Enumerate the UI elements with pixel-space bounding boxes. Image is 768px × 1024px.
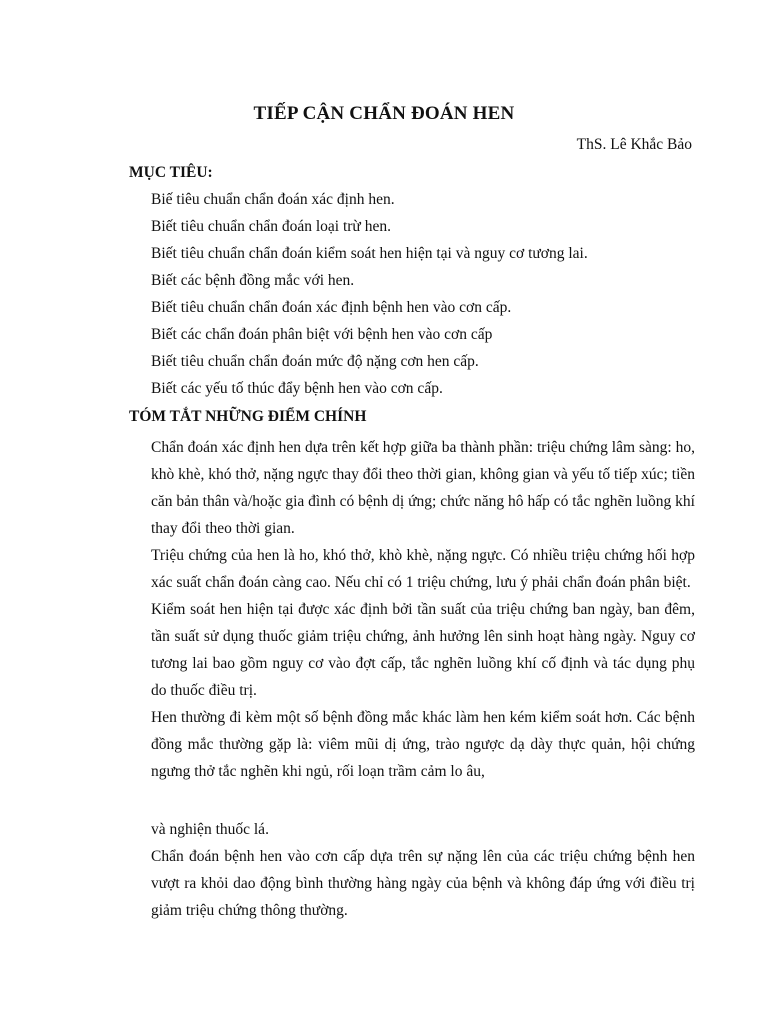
summary-paragraph: Chẩn đoán xác định hen dựa trên kết hợp giữa ba thành phần: triệu chứng lâm sàng: ho, khò khè, khó thở, nặng ngực thay đổi theo thời gian, không gian và yếu tố tiếp xúc; tiền căn bản thân và/hoặc gia đình có bệnh dị ứng; chức năng hô hấp có tắc nghẽn luồng khí thay đổi theo thời gian. [151,439,695,537]
objective-item: Biết các bệnh đồng mắc với hen. [151,272,355,289]
objective-item: Biết các chẩn đoán phân biệt với bệnh hen vào cơn cấp [151,326,493,343]
objective-item: Biết tiêu chuẩn chẩn đoán xác định bệnh hen vào cơn cấp. [151,299,512,316]
summary-section [151,434,695,785]
objective-item: Biế tiêu chuẩn chẩn đoán xác định hen. [151,191,395,208]
summary-continuation: và nghiện thuốc lá. [151,821,269,838]
objective-item: Biết tiêu chuẩn chẩn đoán loại trừ hen. [151,218,391,235]
objective-item: Biết tiêu chuẩn chẩn đoán kiểm soát hen hiện tại và nguy cơ tương lai. [151,245,588,262]
document-title: TIẾP CẬN CHẨN ĐOÁN HEN [253,103,515,124]
objective-item: Biết tiêu chuẩn chẩn đoán mức độ nặng cơn hen cấp. [151,353,479,370]
summary-heading: TÓM TẮT NHỮNG ĐIỂM CHÍNH [129,408,367,425]
author-name: ThS. Lê Khắc Bảo [576,136,692,153]
objective-item: Biết các yếu tố thúc đẩy bệnh hen vào cơn cấp. [151,380,443,397]
objectives-list [151,190,588,406]
summary-paragraph: Hen thường đi kèm một số bệnh đồng mắc khác làm hen kém kiểm soát hơn. Các bệnh đồng mắc thường gặp là: viêm mũi dị ứng, trào ngược dạ dày thực quản, hội chứng ngưng thở tắc nghẽn khi ngủ, rối loạn trầm cảm lo âu, [151,709,695,780]
summary-paragraph: Kiểm soát hen hiện tại được xác định bởi tần suất của triệu chứng ban ngày, ban đêm, tần suất sử dụng thuốc giảm triệu chứng, ảnh hưởng lên sinh hoạt hàng ngày. Nguy cơ tương lai bao gồm nguy cơ vào đợt cấp, tắc nghẽn luồng khí cố định và tác dụng phụ do thuốc điều trị. [151,601,695,699]
summary-paragraph: Triệu chứng của hen là ho, khó thở, khò khè, nặng ngực. Có nhiều triệu chứng hối hợp xác suất chẩn đoán càng cao. Nếu chỉ có 1 triệu chứng, lưu ý phải chẩn đoán phân biệt. [151,547,695,591]
summary-paragraph: Chẩn đoán bệnh hen vào cơn cấp dựa trên sự nặng lên của các triệu chứng bệnh hen vượt ra khỏi dao động bình thường hàng ngày của bệnh và không đáp ứng với điều trị giảm triệu chứng thông thường. [151,848,695,919]
objectives-heading: MỤC TIÊU: [129,164,213,181]
